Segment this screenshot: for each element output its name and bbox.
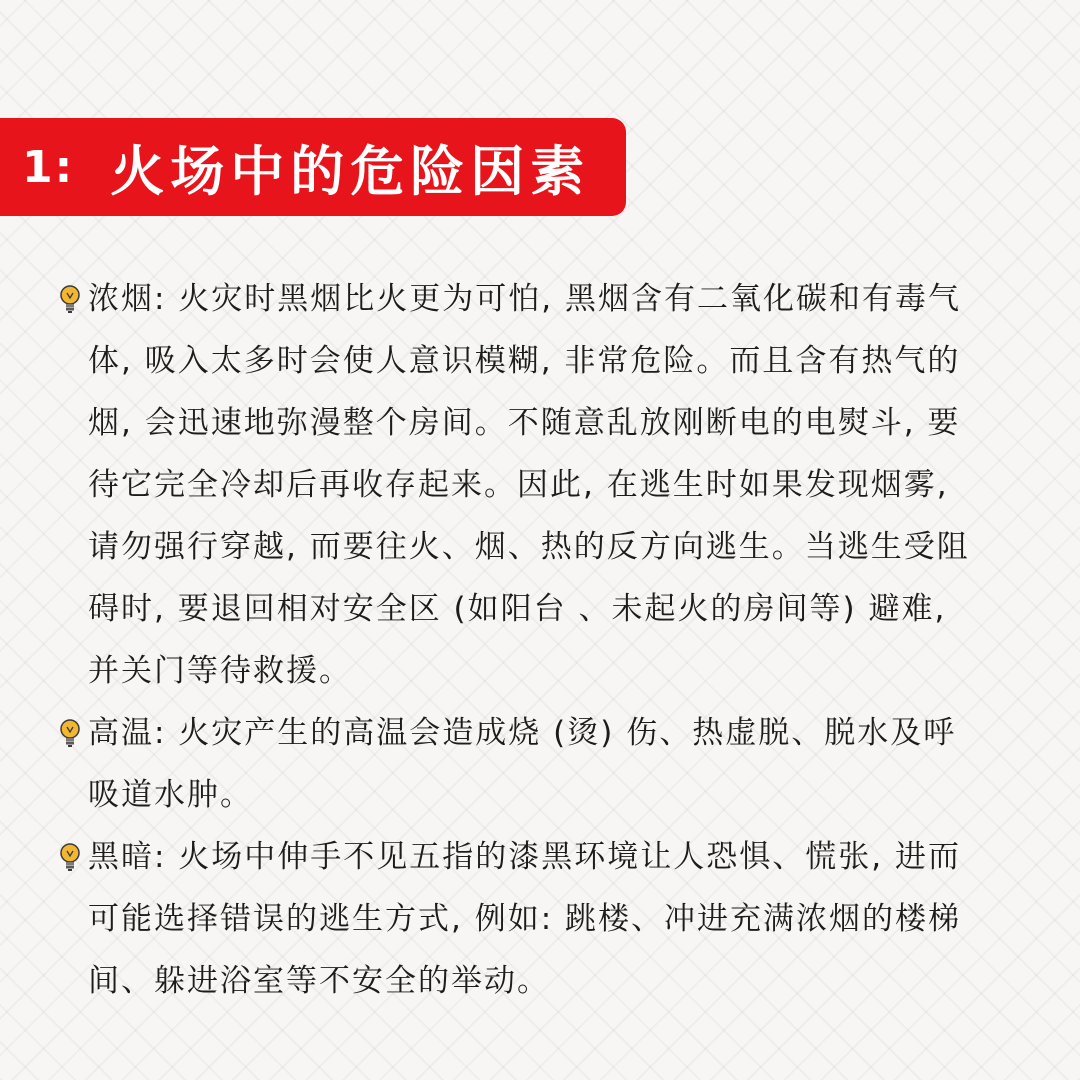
text-line: 请勿强行穿越, 而要往火、烟、热的反方向逃生。当逃生受阻	[88, 529, 970, 565]
item-text	[88, 826, 1038, 1012]
section-number: 1:	[22, 141, 75, 193]
item-text	[88, 268, 1038, 702]
lightbulb-icon	[58, 826, 88, 888]
text-line: 浓烟: 火灾时黑烟比火更为可怕, 黑烟含有二氧化碳和有毒气	[88, 281, 962, 317]
title-banner	[0, 118, 626, 216]
section-title: 火场中的危险因素	[110, 139, 591, 203]
text-line: 间、躲进浴室等不安全的举动。	[88, 963, 550, 999]
item-text	[88, 702, 1038, 826]
text-line: 吸道水肿。	[88, 777, 253, 813]
lightbulb-icon	[58, 268, 88, 330]
text-line: 黑暗: 火场中伸手不见五指的漆黑环境让人恐惧、慌张, 进而	[88, 839, 962, 875]
text-line: 碍时, 要退回相对安全区 (如阳台 、未起火的房间等) 避难,	[88, 591, 947, 627]
text-line: 待它完全冷却后再收存起来。因此, 在逃生时如果发现烟雾,	[88, 467, 949, 503]
list-item-heat	[58, 702, 1038, 826]
list-item-smoke	[58, 268, 1038, 702]
text-line: 并关门等待救援。	[88, 653, 352, 689]
text-line: 可能选择错误的逃生方式, 例如: 跳楼、冲进充满浓烟的楼梯	[88, 901, 962, 937]
lightbulb-icon	[58, 702, 88, 764]
text-line: 体, 吸入太多时会使人意识模糊, 非常危险。而且含有热气的	[88, 343, 961, 379]
list-item-darkness	[58, 826, 1038, 1012]
text-line: 高温: 火灾产生的高温会造成烧 (烫) 伤、热虚脱、脱水及呼	[88, 715, 957, 751]
text-line: 烟, 会迅速地弥漫整个房间。不随意乱放刚断电的电熨斗, 要	[88, 405, 961, 441]
content	[58, 268, 1038, 1012]
